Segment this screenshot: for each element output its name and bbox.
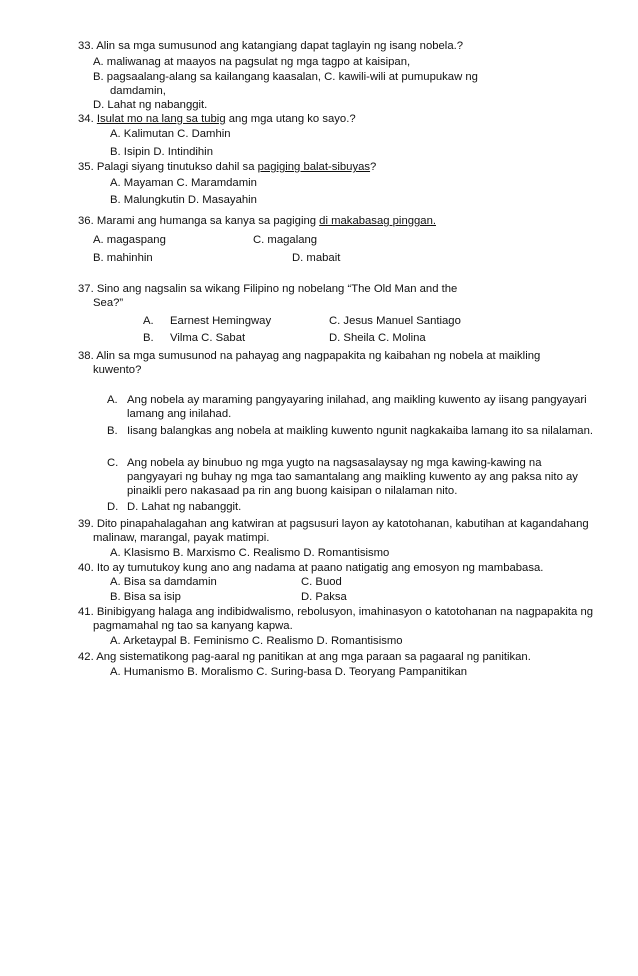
question-stem-end: ?: [370, 161, 377, 173]
question-38: [78, 349, 540, 363]
underlined-phrase: di makabasag pinggan.: [319, 215, 436, 227]
choices: A. Humanismo B. Moralismo C. Suring-basa D. Teoryang Pampanitikan: [110, 666, 468, 678]
question-35: [78, 160, 376, 174]
question-42: [78, 650, 531, 664]
choice-a: A. maliwanag at maayos na pagsulat ng mga tagpo at kaisipan,: [93, 56, 411, 68]
question-stem: Ang sistematikong pag-aaral ng panitikan at ang mga paraan sa pagaaral ng panitikan.: [96, 651, 531, 663]
question-number: 41.: [78, 606, 94, 618]
question-34: [78, 112, 356, 126]
question-stem: Alin sa mga sumusunod ang katangiang dapat taglayin ng isang nobela: [96, 40, 454, 52]
question-stem-continued: Sea?”: [93, 297, 124, 309]
question-number: 42.: [78, 651, 94, 663]
choices: A. Klasismo B. Marxismo C. Realismo D. Romantisismo: [110, 547, 390, 559]
question-stem: Ito ay tumutukoy kung ano ang nadama at paano natigatig ang emosyon ng mambabasa.: [96, 562, 544, 574]
choice-d: D. Lahat ng nabanggit.: [127, 501, 242, 513]
choice-c: C. magalang: [253, 234, 318, 246]
choice-b: B. mahinhin: [93, 252, 153, 264]
choice-a: Earnest Hemingway: [170, 315, 272, 327]
choice-c: C. Jesus Manuel Santiago: [329, 315, 461, 327]
choice-letter-d: D.: [107, 501, 119, 513]
choice-a: A. Bisa sa damdamin: [110, 576, 217, 588]
choice-d: D. Paksa: [301, 591, 347, 603]
question-stem: Alin sa mga sumusunod na pahayag ang nagpapakita ng kaibahan ng nobela at maikling: [96, 350, 541, 362]
question-stem: Dito pinapahalagahan ang katwiran at pagsusuri layon ay katotohanan, kabutihan at kagandahang: [96, 518, 589, 530]
choice-c-continued: damdamin,: [110, 85, 166, 97]
choice-letter-b: B.: [107, 425, 118, 437]
question-number: 40.: [78, 562, 94, 574]
choice-d: D. Lahat ng nabanggit.: [93, 99, 208, 111]
question-36: [78, 214, 436, 228]
question-stem: Binibigyang halaga ang indibidwalismo, rebolusyon, imahinasyon o katotohanan na nagpapakita ng: [96, 606, 594, 618]
choices-b-d: B. Isipin D. Intindihin: [110, 146, 213, 158]
choices-b-d: B. Malungkutin D. Masayahin: [110, 194, 257, 206]
question-stem: Marami ang humanga sa kanya sa pagiging: [96, 215, 320, 227]
question-stem: ang mga utang ko sayo.?: [225, 113, 356, 125]
choice-a: A. magaspang: [93, 234, 166, 246]
choice-b-c: B. pagsaalang-alang sa kailangang kaasalan, C. kawili-wili at pumupukaw ng: [93, 71, 478, 83]
question-33: [78, 39, 463, 53]
question-number: 39.: [78, 518, 94, 530]
choice-letter-a: A.: [107, 394, 118, 406]
question-number: 38.: [78, 350, 94, 362]
choice-letter-a: A.: [143, 315, 154, 327]
choice-d: D. mabait: [292, 252, 341, 264]
question-stem-continued: malinaw, marangal, payak matimpi.: [93, 532, 270, 544]
question-number: 35.: [78, 161, 94, 173]
question-number: 36.: [78, 215, 94, 227]
question-stem-continued: kuwento?: [93, 364, 142, 376]
question-number: 33.: [78, 40, 94, 52]
choice-b: B. Bisa sa isip: [110, 591, 181, 603]
question-41: [78, 605, 593, 619]
choices-a-c: A. Kalimutan C. Damhin: [110, 128, 231, 140]
choices-a-c: A. Mayaman C. Maramdamin: [110, 177, 257, 189]
question-39: [78, 517, 589, 531]
choice-letter-b: B.: [143, 332, 154, 344]
question-37: [78, 282, 457, 296]
question-stem: Palagi siyang tinutukso dahil sa: [96, 161, 258, 173]
underlined-phrase: Isulat mo na lang sa tubig: [96, 113, 226, 125]
question-number: 34.: [78, 113, 94, 125]
question-number: 37.: [78, 283, 94, 295]
underlined-phrase: pagiging balat-sibuyas: [257, 161, 371, 173]
choice-letter-c: C.: [107, 457, 119, 469]
choice-a: Ang nobela ay maraming pangyayaring inilahad, ang maikling kuwento ay iisang pangyayari lamang ang inilahad.: [127, 394, 587, 420]
question-stem: Sino ang nagsalin sa wikang Filipino ng nobelang “The Old Man and the: [96, 283, 458, 295]
choice-d: D. Sheila C. Molina: [329, 332, 426, 344]
choice-c: C. Buod: [301, 576, 342, 588]
choice-b: Iisang balangkas ang nobela at maikling kuwento ngunit nagkakaiba lamang ito sa nilalaman.: [127, 425, 593, 437]
question-stem-continued: pagmamahal ng tao sa kanyang kapwa.: [93, 620, 293, 632]
choices: A. Arketaypal B. Feminismo C. Realismo D. Romantisismo: [110, 635, 403, 647]
question-40: [78, 561, 543, 575]
choice-c: Ang nobela ay binubuo ng mga yugto na nagsasalaysay ng mga kawing-kawing na pangyayari ng buhay ng mga tao samantalang ang maikling kuwento ay ang paksa nito ay pinaikli pero nakasaad pa rin ang buong kaisipan o nilalaman nito.: [127, 457, 578, 497]
question-stem-end: .?: [453, 40, 464, 52]
choice-b: Vilma C. Sabat: [170, 332, 246, 344]
